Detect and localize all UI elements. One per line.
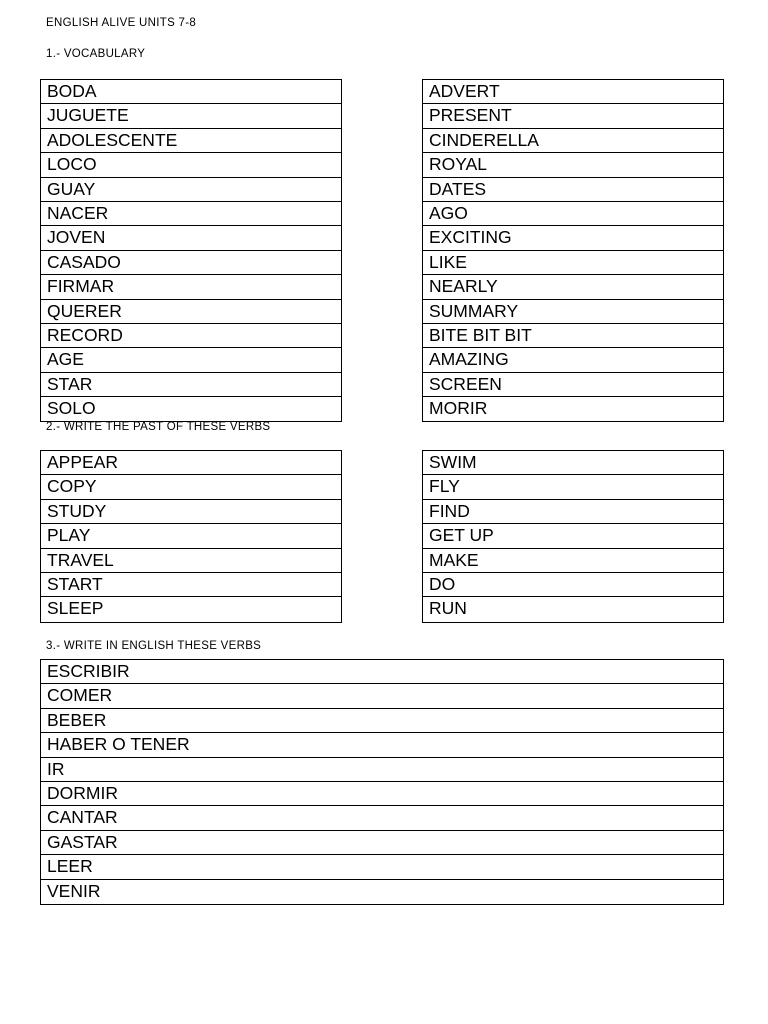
table-row: RUN — [429, 598, 467, 619]
table-row: IR — [41, 758, 723, 782]
table-row: NEARLY — [423, 275, 723, 299]
table-row: QUERER — [41, 300, 341, 324]
english-verbs-table — [40, 659, 724, 905]
table-row: STUDY — [41, 500, 341, 524]
table-row: DATES — [423, 178, 723, 202]
table-row: APPEAR — [41, 451, 341, 475]
table-row: LIKE — [423, 251, 723, 275]
table-row: ESCRIBIR — [41, 660, 723, 684]
table-row: AGO — [423, 202, 723, 226]
table-row: AGE — [41, 348, 341, 372]
table-row: CASADO — [41, 251, 341, 275]
table-row: DO — [423, 573, 723, 597]
table-row: LOCO — [41, 153, 341, 177]
table-row: ADVERT — [423, 80, 723, 104]
table-row: COMER — [41, 684, 723, 708]
table-row: EXCITING — [423, 226, 723, 250]
table-row: ADOLESCENTE — [41, 129, 341, 153]
table-row: GASTAR — [41, 831, 723, 855]
past-verbs-table-right — [422, 450, 724, 623]
table-row: FIND — [423, 500, 723, 524]
table-row: CINDERELLA — [423, 129, 723, 153]
section-2-heading: 2.- WRITE THE PAST OF THESE VERBS — [46, 421, 271, 433]
table-row: PLAY — [41, 524, 341, 548]
table-row: TRAVEL — [41, 549, 341, 573]
table-row: ROYAL — [423, 153, 723, 177]
vocabulary-table-right — [422, 79, 724, 422]
table-row: LEER — [41, 855, 723, 879]
table-row: FIRMAR — [41, 275, 341, 299]
worksheet-title: ENGLISH ALIVE UNITS 7-8 — [46, 17, 197, 29]
table-row: COPY — [41, 475, 341, 499]
table-row: RECORD — [41, 324, 341, 348]
table-row: NACER — [41, 202, 341, 226]
past-verbs-table-left — [40, 450, 342, 623]
table-row: START — [41, 573, 341, 597]
table-row: GET UP — [423, 524, 723, 548]
section-3-heading: 3.- WRITE IN ENGLISH THESE VERBS — [46, 640, 262, 652]
table-row: SLEEP — [47, 598, 104, 619]
table-row: MORIR — [429, 398, 488, 419]
table-row: BODA — [41, 80, 341, 104]
table-row: STAR — [41, 373, 341, 397]
table-row: PRESENT — [423, 104, 723, 128]
table-row: BEBER — [41, 709, 723, 733]
table-row: GUAY — [41, 178, 341, 202]
table-row: HABER O TENER — [41, 733, 723, 757]
table-row: FLY — [423, 475, 723, 499]
table-row: DORMIR — [41, 782, 723, 806]
table-row: AMAZING — [423, 348, 723, 372]
vocabulary-table-left — [40, 79, 342, 422]
table-row: JUGUETE — [41, 104, 341, 128]
table-row: SOLO — [47, 398, 96, 419]
section-1-heading: 1.- VOCABULARY — [46, 48, 146, 60]
table-row: BITE BIT BIT — [423, 324, 723, 348]
table-row: SCREEN — [423, 373, 723, 397]
table-row: MAKE — [423, 549, 723, 573]
table-row: CANTAR — [41, 806, 723, 830]
table-row: JOVEN — [41, 226, 341, 250]
table-row: SWIM — [423, 451, 723, 475]
table-row: VENIR — [47, 880, 101, 901]
table-row: SUMMARY — [423, 300, 723, 324]
